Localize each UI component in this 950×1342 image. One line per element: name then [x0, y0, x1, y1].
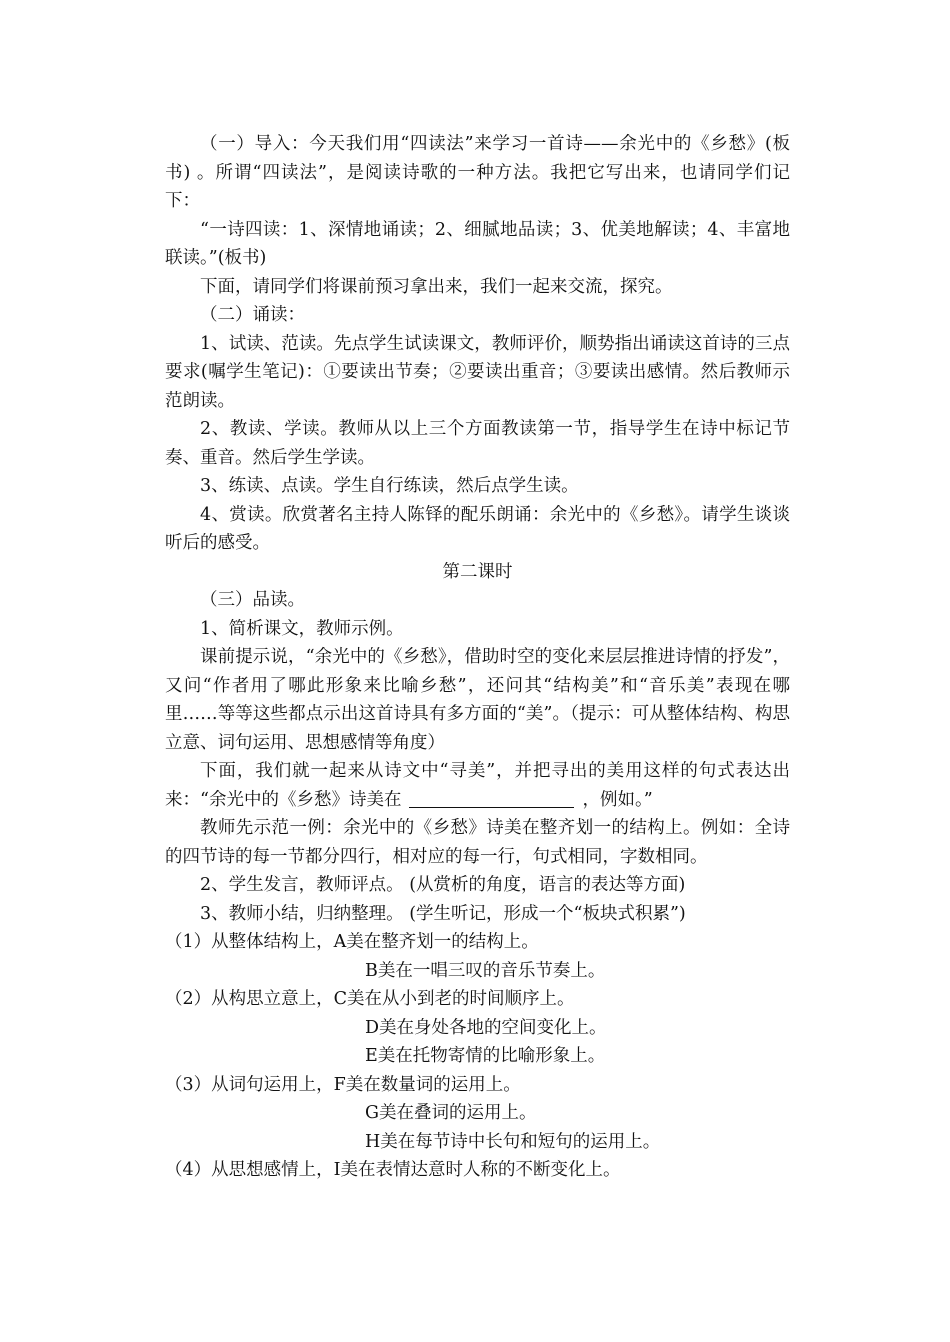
paragraph-analysis: 1、简析课文，教师示例。	[200, 618, 404, 639]
sentence-pattern-end: ，例如。”	[582, 789, 653, 810]
paragraph-teacher-example: 教师先示范一例：余光中的《乡愁》诗美在整齐划一的结构上。例如：全诗的四节诗的每一节都分四行，相对应的每一行，句式相同，字数相同。	[165, 818, 790, 867]
paragraph-teacher-summary: 3、教师小结，归纳整理。 (学生听记，形成一个“板块式积累”)	[200, 903, 686, 924]
summary-item	[165, 1071, 790, 1100]
summary-item	[165, 928, 790, 957]
paragraph-intro: （一）导入：今天我们用“四读法”来学习一首诗——余光中的《乡愁》(板书) 。所谓“四读法”，是阅读诗歌的一种方法。我把它写出来，也请同学们记下：	[165, 134, 790, 211]
paragraph-exchange: 下面，请同学们将课前预习拿出来，我们一起来交流，探究。	[200, 276, 673, 297]
paragraph-teach-read: 2、教读、学读。教师从以上三个方面教读第一节，指导学生在诗中标记节奏、重音。然后学生学读。	[165, 419, 790, 468]
paragraph-appreciate-read: 4、赏读。欣赏著名主持人陈铎的配乐朗诵：余光中的《乡愁》。请学生谈谈听后的感受。	[165, 504, 790, 553]
sentence-pattern-text: 下面，我们就一起来从诗文中“寻美”，并把寻出的美用这样的句式表达出来：“余光中的《乡愁》诗美在	[165, 761, 790, 810]
summary-item	[165, 985, 790, 1014]
fill-in-blank	[409, 789, 574, 808]
summary-item	[165, 1156, 790, 1185]
paragraph-seek-beauty	[165, 757, 790, 814]
summary-point: C美在从小到老的时间顺序上。	[333, 989, 575, 1009]
summary-list	[165, 928, 790, 1185]
paragraph-student-speak: 2、学生发言，教师评点。 (从赏析的角度，语言的表达等方面)	[200, 875, 686, 895]
summary-point: I美在表情达意时人称的不断变化上。	[333, 1160, 621, 1180]
heading-recite: （二）诵读：	[200, 305, 305, 325]
summary-point: F美在数量词的运用上。	[333, 1074, 521, 1095]
lesson-body	[165, 130, 790, 1185]
summary-point: G美在叠词的运用上。	[365, 1103, 537, 1123]
summary-head: （1）从整体结构上，	[165, 932, 334, 952]
heading-savor: （三）品读。	[200, 590, 305, 610]
summary-point: H美在每节诗中长句和短句的运用上。	[365, 1131, 661, 1152]
summary-head: （4）从思想感情上，	[165, 1160, 334, 1180]
summary-point: D美在身处各地的空间变化上。	[365, 1017, 607, 1038]
summary-head: （3）从词句运用上，	[165, 1074, 334, 1095]
paragraph-try-read: 1、试读、范读。先点学生试读课文，教师评价，顺势指出诵读这首诗的三点要求(嘱学生笔记)：①要读出节奏；②要读出重音；③要读出感情。然后教师示范朗读。	[165, 333, 790, 411]
paragraph-practice-read: 3、练读、点读。学生自行练读，然后点学生读。	[200, 476, 579, 496]
summary-point: E美在托物寄情的比喻形象上。	[365, 1046, 606, 1066]
section-title: 第二课时	[442, 561, 513, 582]
summary-head: （2）从构思立意上，	[165, 989, 334, 1009]
paragraph-preview-hint: 课前提示说，“余光中的《乡愁》，借助时空的变化来层层推进诗情的抒发”，又问“作者用了哪此形象来比喻乡愁”，还问其“结构美”和“音乐美”表现在哪里……等等这些都点示出这首诗具有多方面的“美”。（提示：可从整体结构、构思立意、词句运用、思想感情等角度）	[165, 647, 790, 753]
paragraph-four-readings: “一诗四读：1、深情地诵读；2、细腻地品读；3、优美地解读；4、丰富地联读。”(板书)	[165, 219, 790, 268]
summary-point: B美在一唱三叹的音乐节奏上。	[365, 960, 606, 981]
summary-point: A美在整齐划一的结构上。	[333, 932, 539, 952]
